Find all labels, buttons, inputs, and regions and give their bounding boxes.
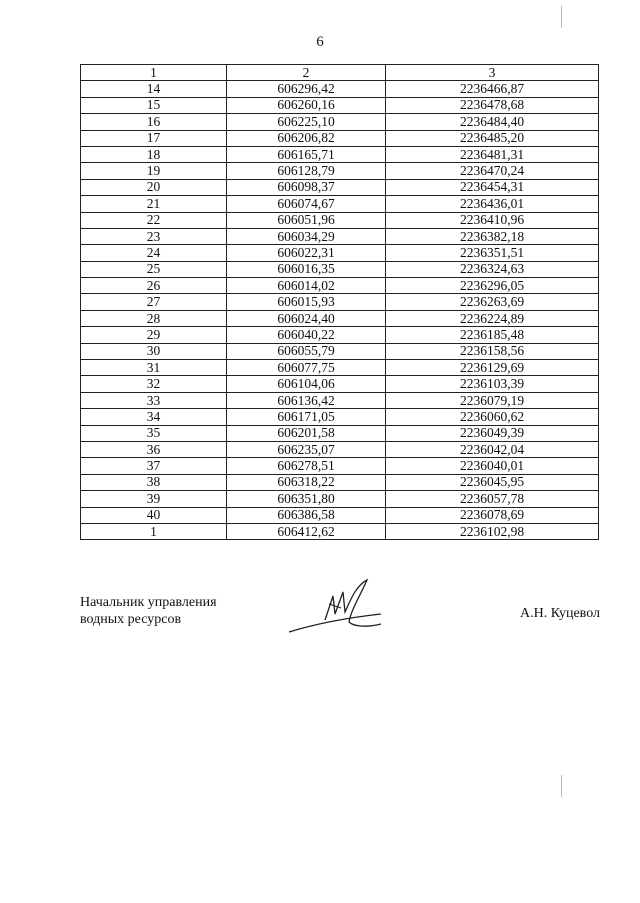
table-row bbox=[81, 294, 599, 310]
point-number-cell: 19 bbox=[81, 163, 227, 179]
point-number-cell: 34 bbox=[81, 409, 227, 425]
point-number-cell: 14 bbox=[81, 81, 227, 97]
x-coordinate-cell: 606206,82 bbox=[227, 130, 386, 146]
point-number-cell: 37 bbox=[81, 458, 227, 474]
x-coordinate-cell: 606225,10 bbox=[227, 114, 386, 130]
y-coordinate-cell: 2236042,04 bbox=[386, 441, 599, 457]
x-coordinate-cell: 606386,58 bbox=[227, 507, 386, 523]
table-row bbox=[81, 278, 599, 294]
table-row bbox=[81, 327, 599, 343]
x-coordinate-cell: 606412,62 bbox=[227, 523, 386, 539]
y-coordinate-cell: 2236102,98 bbox=[386, 523, 599, 539]
y-coordinate-cell: 2236060,62 bbox=[386, 409, 599, 425]
point-number-cell: 1 bbox=[81, 523, 227, 539]
y-coordinate-cell: 2236478,68 bbox=[386, 97, 599, 113]
x-coordinate-cell: 606171,05 bbox=[227, 409, 386, 425]
point-number-cell: 30 bbox=[81, 343, 227, 359]
y-coordinate-cell: 2236296,05 bbox=[386, 278, 599, 294]
x-coordinate-cell: 606051,96 bbox=[227, 212, 386, 228]
table-row bbox=[81, 458, 599, 474]
table-row bbox=[81, 114, 599, 130]
x-coordinate-cell: 606034,29 bbox=[227, 228, 386, 244]
point-number-cell: 35 bbox=[81, 425, 227, 441]
table-row bbox=[81, 130, 599, 146]
point-number-cell: 24 bbox=[81, 245, 227, 261]
table-header-row bbox=[81, 65, 599, 81]
x-coordinate-cell: 606104,06 bbox=[227, 376, 386, 392]
y-coordinate-cell: 2236079,19 bbox=[386, 392, 599, 408]
x-coordinate-cell: 606351,80 bbox=[227, 491, 386, 507]
page-number: 6 bbox=[316, 34, 324, 50]
x-coordinate-cell: 606201,58 bbox=[227, 425, 386, 441]
table-row bbox=[81, 425, 599, 441]
scan-artifact-line-top bbox=[561, 6, 562, 28]
x-coordinate-cell: 606278,51 bbox=[227, 458, 386, 474]
position-title bbox=[80, 594, 217, 628]
y-coordinate-cell: 2236185,48 bbox=[386, 327, 599, 343]
table-row bbox=[81, 245, 599, 261]
y-coordinate-cell: 2236410,96 bbox=[386, 212, 599, 228]
table-row bbox=[81, 228, 599, 244]
x-coordinate-cell: 606014,02 bbox=[227, 278, 386, 294]
column-header-point: 1 bbox=[81, 65, 227, 81]
y-coordinate-cell: 2236382,18 bbox=[386, 228, 599, 244]
table-row bbox=[81, 163, 599, 179]
y-coordinate-cell: 2236351,51 bbox=[386, 245, 599, 261]
table-row bbox=[81, 441, 599, 457]
y-coordinate-cell: 2236049,39 bbox=[386, 425, 599, 441]
y-coordinate-cell: 2236103,39 bbox=[386, 376, 599, 392]
point-number-cell: 31 bbox=[81, 360, 227, 376]
coordinates-table bbox=[80, 64, 599, 540]
signer-name: А.Н. Куцевол bbox=[519, 606, 600, 621]
point-number-cell: 39 bbox=[81, 491, 227, 507]
x-coordinate-cell: 606296,42 bbox=[227, 81, 386, 97]
table-row bbox=[81, 474, 599, 490]
y-coordinate-cell: 2236324,63 bbox=[386, 261, 599, 277]
table-row bbox=[81, 261, 599, 277]
x-coordinate-cell: 606235,07 bbox=[227, 441, 386, 457]
table-row bbox=[81, 523, 599, 539]
x-coordinate-cell: 606098,37 bbox=[227, 179, 386, 195]
y-coordinate-cell: 2236224,89 bbox=[386, 310, 599, 326]
table-row bbox=[81, 491, 599, 507]
point-number-cell: 28 bbox=[81, 310, 227, 326]
point-number-cell: 17 bbox=[81, 130, 227, 146]
table-row bbox=[81, 343, 599, 359]
scan-artifact-line-bottom bbox=[561, 775, 562, 797]
y-coordinate-cell: 2236057,78 bbox=[386, 491, 599, 507]
point-number-cell: 33 bbox=[81, 392, 227, 408]
table-row bbox=[81, 212, 599, 228]
y-coordinate-cell: 2236484,40 bbox=[386, 114, 599, 130]
y-coordinate-cell: 2236436,01 bbox=[386, 196, 599, 212]
x-coordinate-cell: 606055,79 bbox=[227, 343, 386, 359]
y-coordinate-cell: 2236485,20 bbox=[386, 130, 599, 146]
x-coordinate-cell: 606040,22 bbox=[227, 327, 386, 343]
position-title-line-2: водных ресурсов bbox=[80, 612, 182, 627]
y-coordinate-cell: 2236454,31 bbox=[386, 179, 599, 195]
y-coordinate-cell: 2236040,01 bbox=[386, 458, 599, 474]
y-coordinate-cell: 2236158,56 bbox=[386, 343, 599, 359]
y-coordinate-cell: 2236078,69 bbox=[386, 507, 599, 523]
x-coordinate-cell: 606136,42 bbox=[227, 392, 386, 408]
x-coordinate-cell: 606015,93 bbox=[227, 294, 386, 310]
table-row bbox=[81, 376, 599, 392]
y-coordinate-cell: 2236470,24 bbox=[386, 163, 599, 179]
table-body bbox=[81, 81, 599, 540]
table-row bbox=[81, 179, 599, 195]
table-row bbox=[81, 409, 599, 425]
table-row bbox=[81, 507, 599, 523]
y-coordinate-cell: 2236466,87 bbox=[386, 81, 599, 97]
x-coordinate-cell: 606318,22 bbox=[227, 474, 386, 490]
y-coordinate-cell: 2236045,95 bbox=[386, 474, 599, 490]
point-number-cell: 36 bbox=[81, 441, 227, 457]
x-coordinate-cell: 606128,79 bbox=[227, 163, 386, 179]
x-coordinate-cell: 606165,71 bbox=[227, 146, 386, 162]
point-number-cell: 25 bbox=[81, 261, 227, 277]
point-number-cell: 32 bbox=[81, 376, 227, 392]
point-number-cell: 22 bbox=[81, 212, 227, 228]
table-row bbox=[81, 310, 599, 326]
point-number-cell: 38 bbox=[81, 474, 227, 490]
x-coordinate-cell: 606024,40 bbox=[227, 310, 386, 326]
handwritten-signature bbox=[285, 574, 405, 644]
position-title-line-1: Начальник управления bbox=[80, 595, 217, 610]
point-number-cell: 21 bbox=[81, 196, 227, 212]
point-number-cell: 23 bbox=[81, 228, 227, 244]
table-row bbox=[81, 146, 599, 162]
table-row bbox=[81, 196, 599, 212]
point-number-cell: 27 bbox=[81, 294, 227, 310]
point-number-cell: 26 bbox=[81, 278, 227, 294]
point-number-cell: 29 bbox=[81, 327, 227, 343]
table-row bbox=[81, 360, 599, 376]
x-coordinate-cell: 606260,16 bbox=[227, 97, 386, 113]
signature-block bbox=[80, 594, 600, 654]
y-coordinate-cell: 2236263,69 bbox=[386, 294, 599, 310]
x-coordinate-cell: 606016,35 bbox=[227, 261, 386, 277]
point-number-cell: 20 bbox=[81, 179, 227, 195]
point-number-cell: 15 bbox=[81, 97, 227, 113]
x-coordinate-cell: 606022,31 bbox=[227, 245, 386, 261]
y-coordinate-cell: 2236129,69 bbox=[386, 360, 599, 376]
y-coordinate-cell: 2236481,31 bbox=[386, 146, 599, 162]
table-row bbox=[81, 81, 599, 97]
column-header-y: 3 bbox=[386, 65, 599, 81]
x-coordinate-cell: 606074,67 bbox=[227, 196, 386, 212]
x-coordinate-cell: 606077,75 bbox=[227, 360, 386, 376]
point-number-cell: 18 bbox=[81, 146, 227, 162]
column-header-x: 2 bbox=[227, 65, 386, 81]
table-row bbox=[81, 392, 599, 408]
point-number-cell: 16 bbox=[81, 114, 227, 130]
point-number-cell: 40 bbox=[81, 507, 227, 523]
table-row bbox=[81, 97, 599, 113]
